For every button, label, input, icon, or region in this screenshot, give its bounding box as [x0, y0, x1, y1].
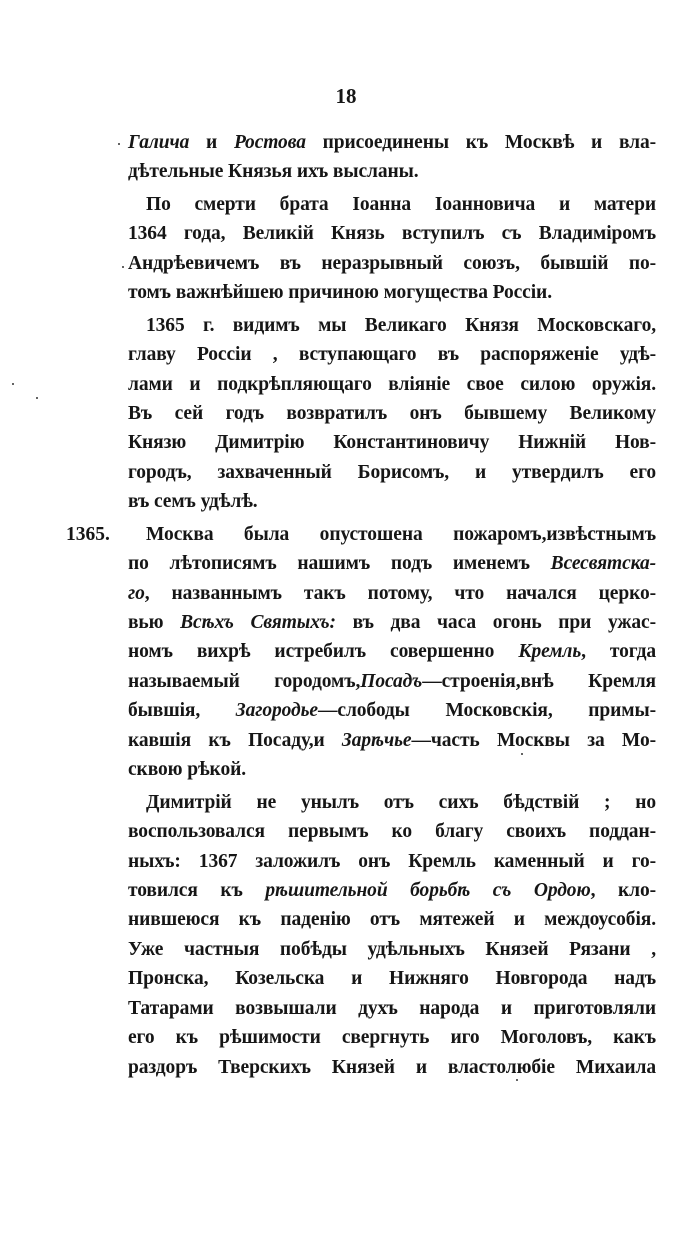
text-segment: дѣтельные Князья ихъ высланы.: [128, 161, 419, 183]
text-segment: 1365 г. видимъ мы Великаго Князя Московскаго,: [146, 314, 656, 336]
text-line: [128, 905, 656, 934]
text-segment: воспользовался первымъ ко благу своихъ поддан-: [128, 821, 656, 843]
text-segment: , названнымъ такъ потому, что начался церко-: [144, 582, 656, 604]
text-segment: сквою рѣкой.: [128, 759, 246, 781]
text-line: [128, 964, 656, 993]
text-segment: Въ сей годъ возвратилъ онъ бывшему Великому: [128, 402, 656, 424]
text-line: [128, 520, 656, 549]
italic-phrase: Посадъ: [360, 670, 423, 692]
print-speck: [118, 143, 120, 145]
text-line: [128, 876, 656, 905]
text-segment: его къ рѣшимости свергнуть иго Моголовъ, какъ: [128, 1027, 656, 1049]
text-line: [128, 667, 656, 696]
italic-phrase: Ростова: [233, 132, 306, 153]
text-segment: въ два часа огонь при ужас-: [335, 612, 657, 633]
text-line: [128, 696, 656, 725]
text-line: [128, 579, 656, 608]
text-segment: по лѣтописямъ нашимъ подъ именемъ: [128, 553, 551, 575]
italic-phrase: Кремль: [518, 641, 582, 663]
margin-note-year: 1365.: [66, 524, 110, 545]
body-text: [128, 128, 656, 1082]
text-segment: Уже частныя побѣды удѣльныхъ Князей Рязани ,: [128, 938, 656, 960]
text-segment: бывшія,: [128, 700, 236, 722]
text-line: [128, 549, 656, 578]
text-line: [128, 994, 656, 1023]
text-line: [128, 755, 656, 784]
text-segment: Пронска, Козельска и Нижняго Новгорода надъ: [128, 968, 656, 990]
text-line: [128, 1053, 656, 1082]
text-line: [128, 128, 656, 157]
text-segment: —часть Москвы за Мо-: [411, 729, 656, 751]
text-line: [128, 726, 656, 755]
text-line: [128, 399, 656, 428]
page-number: 18: [335, 84, 357, 108]
text-segment: Андрѣевичемъ въ неразрывный союзъ, бывшій по-: [128, 252, 656, 274]
italic-phrase: Всѣхъ Святыхъ:: [180, 612, 336, 633]
text-line: [128, 219, 656, 248]
text-segment: томъ важнѣйшею причиною могущества Россіи.: [128, 282, 552, 304]
italic-phrase: Всесвятска-: [550, 553, 656, 575]
text-segment: нившеюся къ паденію отъ мятежей и междоусобія.: [128, 909, 656, 931]
text-segment: называемый городомъ,: [128, 670, 361, 692]
text-line: [128, 637, 656, 666]
print-speck: [36, 397, 38, 399]
text-segment: товился къ: [128, 879, 266, 901]
text-line: [128, 340, 656, 369]
text-segment: —слободы Московскія, примы-: [317, 700, 657, 722]
text-segment: Татарами возвышали духъ народа и приготовляли: [128, 997, 656, 1019]
italic-phrase: Зарѣчье: [341, 729, 412, 751]
text-segment: присоединены къ Москвѣ и вла-: [305, 132, 657, 153]
text-segment: городъ, захваченный Борисомъ, и утвердилъ его: [128, 461, 656, 483]
text-line: [128, 157, 656, 186]
text-segment: —строенія,внѣ Кремля: [422, 670, 656, 692]
text-line: [128, 190, 656, 219]
text-segment: Князю Димитрію Константиновичу Нижній Нов-: [128, 432, 656, 454]
italic-phrase: Загородье: [235, 700, 318, 722]
text-segment: номъ вихрѣ истребилъ совершенно: [128, 641, 519, 663]
text-line: [128, 428, 656, 457]
text-segment: лами и подкрѣпляющаго вліяніе свое силою оружія.: [128, 373, 656, 395]
text-line: [128, 788, 656, 817]
text-segment: главу Россіи , вступающаго въ распоряженіе удѣ-: [128, 344, 656, 366]
text-line: [128, 1023, 656, 1052]
text-segment: По смерти брата Іоанна Іоанновича и матери: [146, 193, 656, 215]
print-speck: [521, 753, 523, 755]
italic-phrase: го: [128, 582, 145, 604]
text-segment: 1364 года, Великій Князь вступилъ съ Владиміромъ: [128, 223, 656, 245]
text-line: [128, 370, 656, 399]
text-segment: и: [189, 132, 234, 153]
italic-phrase: рѣшительной борьбѣ съ Ордою: [265, 879, 591, 901]
text-line: [128, 487, 656, 516]
print-speck: [12, 383, 14, 385]
text-line: [128, 847, 656, 876]
text-segment: вью: [128, 612, 181, 633]
text-line: [128, 817, 656, 846]
text-line: [128, 935, 656, 964]
text-line: [128, 249, 656, 278]
text-segment: , тогда: [581, 641, 657, 663]
print-speck: [516, 1079, 518, 1081]
text-segment: кавшія къ Посаду,и: [128, 729, 342, 751]
text-segment: раздоръ Тверскихъ Князей и властолюбіе Михаила: [128, 1056, 656, 1078]
text-line: [128, 458, 656, 487]
text-segment: , кло-: [590, 879, 656, 901]
text-segment: Димитрій не унылъ отъ сихъ бѣдствій ; но: [146, 791, 656, 813]
text-segment: въ семъ удѣлѣ.: [128, 491, 258, 513]
text-line: [128, 311, 656, 340]
text-segment: ныхъ: 1367 заложилъ онъ Кремль каменный и го-: [128, 850, 656, 872]
text-line: [128, 608, 656, 637]
print-speck: [122, 266, 124, 268]
text-segment: Москва была опустошена пожаромъ,извѣстнымъ: [146, 523, 656, 545]
text-line: [128, 278, 656, 307]
italic-phrase: Галича: [128, 132, 190, 153]
